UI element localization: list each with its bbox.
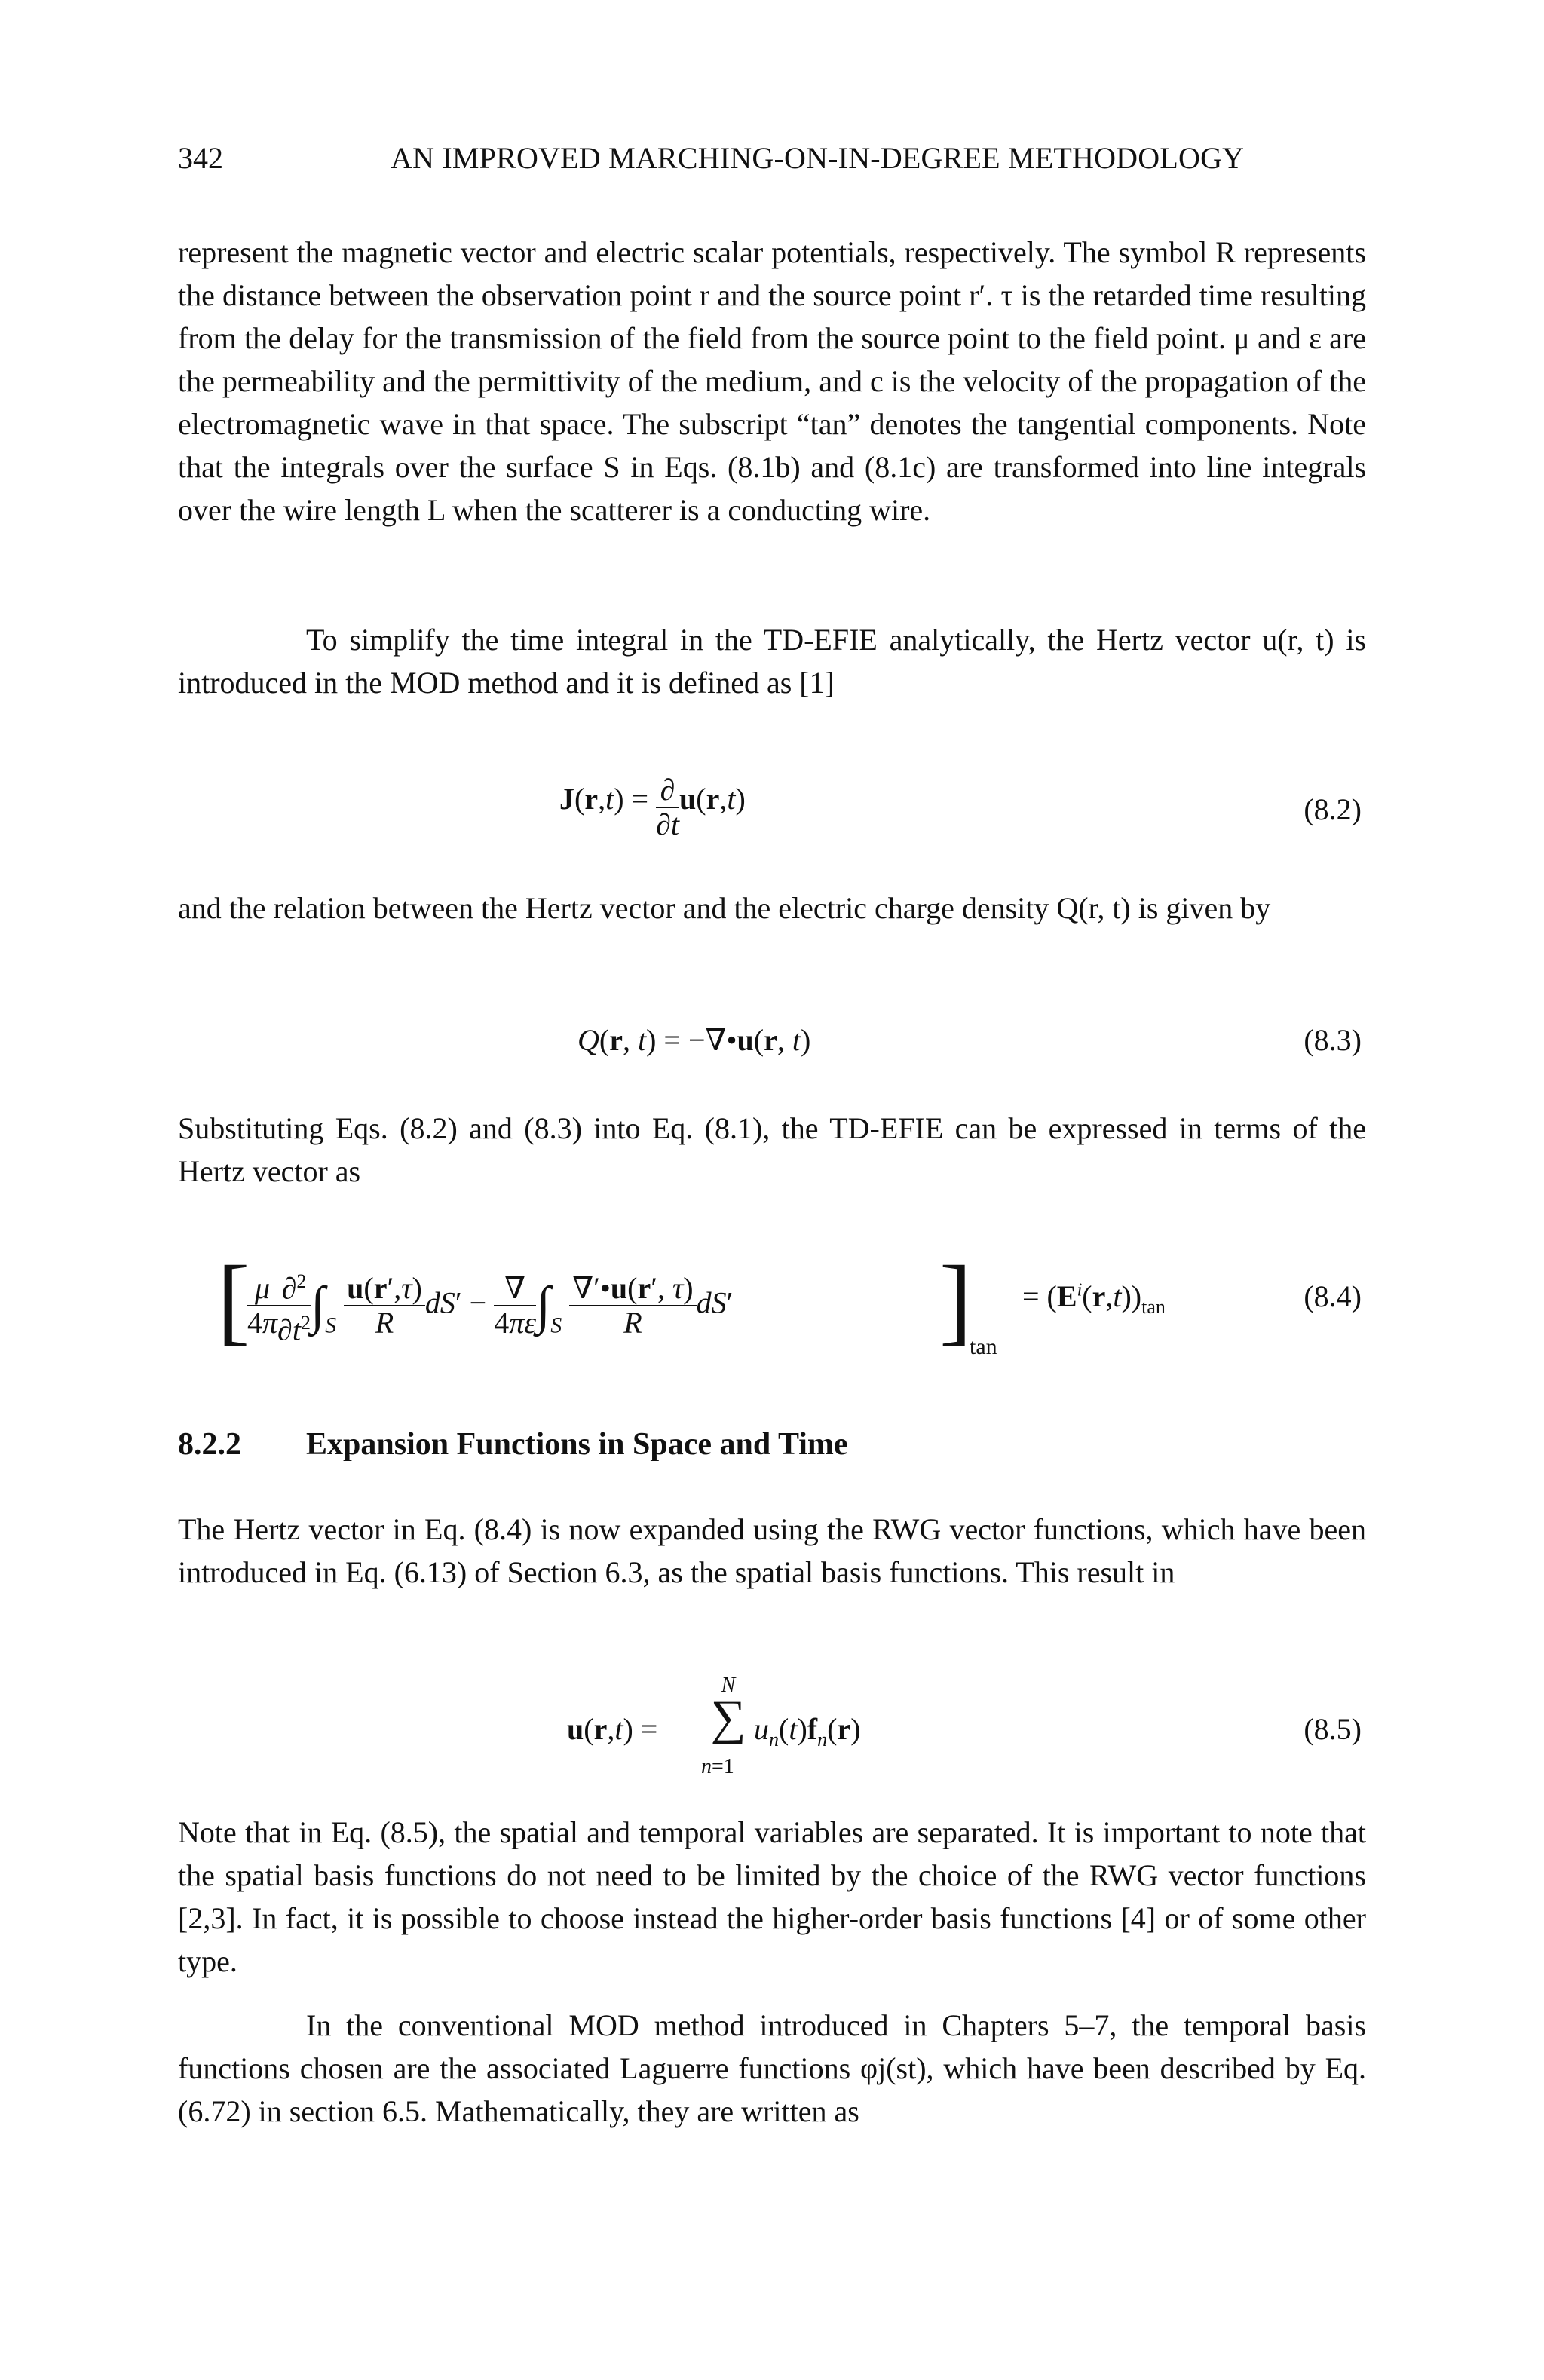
section-number: 8.2.2 — [178, 1427, 241, 1462]
paragraph-substituting: Substituting Eqs. (8.2) and (8.3) into Eq. (8.1), the TD-EFIE can be expressed in terms of the Hertz vector as — [178, 1111, 1366, 1188]
equation-8-4: [ $\frac{\mu}{4\pi}$ $\frac{\partial^2}{\partial t^2}$ $\int_S$ $\frac{u(r',\tau)}{R}$ dS′ − $\frac{\nabla}{4\pi\varepsilon}$ $\int_S$ $\frac{\nabla'•u(r', \tau)}{R}$ dS′ ] tan = $(E^i(r,t))_{tan}$ (8.4) — [217, 1246, 1362, 1359]
paragraph-expansion: The Hertz vector in Eq. (8.4) is now expanded using the RWG vector functions, which have been introduced in Eq. (6.13) of Section 6.3, as the spatial basis functions. This result in — [178, 1512, 1366, 1589]
section-heading — [178, 1426, 848, 1463]
paragraph-separated-variables: Note that in Eq. (8.5), the spatial and temporal variables are separated. It is important to note that the spatial basis functions do not need to be limited by the choice of the RWG vector functions [2,3]. In fact, it is possible to choose instead the higher-order basis functions [4] or of some other type. — [178, 1815, 1366, 1978]
equation-8-3: Q(r, t) = −∇•u(r, t) (8.3) — [577, 1023, 1362, 1057]
page-number: 342 — [178, 141, 223, 175]
section-title: Expansion Functions in Space and Time — [306, 1427, 848, 1462]
equation-number: (8.5) — [1304, 1712, 1362, 1746]
equation-number: (8.3) — [1304, 1023, 1362, 1057]
running-title: AN IMPROVED MARCHING-ON-IN-DEGREE METHODOLOGY — [391, 141, 1245, 175]
paragraph-potentials: represent the magnetic vector and electric scalar potentials, respectively. The symbol R represents the distance between the observation point r and the source point r′. τ is the retarded time resulting from the delay for the transmission of the field from the source point to the field point. μ and ε are the permeability and the permittivity of the medium, and c is the velocity of the propagation of the electromagnetic wave in that space. The subscript “tan” denotes the tangential components. Note that the integrals over the surface S in Eqs. (8.1b) and (8.1c) are transformed into line integrals over the wire length L when the scatterer is a conducting wire. — [178, 235, 1366, 527]
equation-number: (8.2) — [1304, 792, 1362, 826]
equation-number: (8.4) — [1304, 1279, 1362, 1313]
equation-8-2: J(r,t) = $\frac{\partial}{\partial t}$ u(r,t) (8.2) — [559, 773, 1362, 841]
paragraph-laguerre: In the conventional MOD method introduced in Chapters 5–7, the temporal basis functions chosen are the associated Laguerre functions φj(st), which have been described by Eq. (6.72) in section 6.5. Mathematically, they are written as — [178, 2008, 1366, 2128]
running-header — [178, 140, 1366, 178]
paragraph-charge-density: and the relation between the Hertz vector and the electric charge density Q(r, t) is given by — [178, 891, 1271, 925]
paragraph-hertz-vector: To simplify the time integral in the TD-EFIE analytically, the Hertz vector u(r, t) is introduced in the MOD method and it is defined as [1] — [178, 623, 1366, 700]
equation-8-5: u(r,t) = N ∑ n=1 $u_n(t)f_n(r)$ (8.5) — [567, 1674, 1362, 1778]
